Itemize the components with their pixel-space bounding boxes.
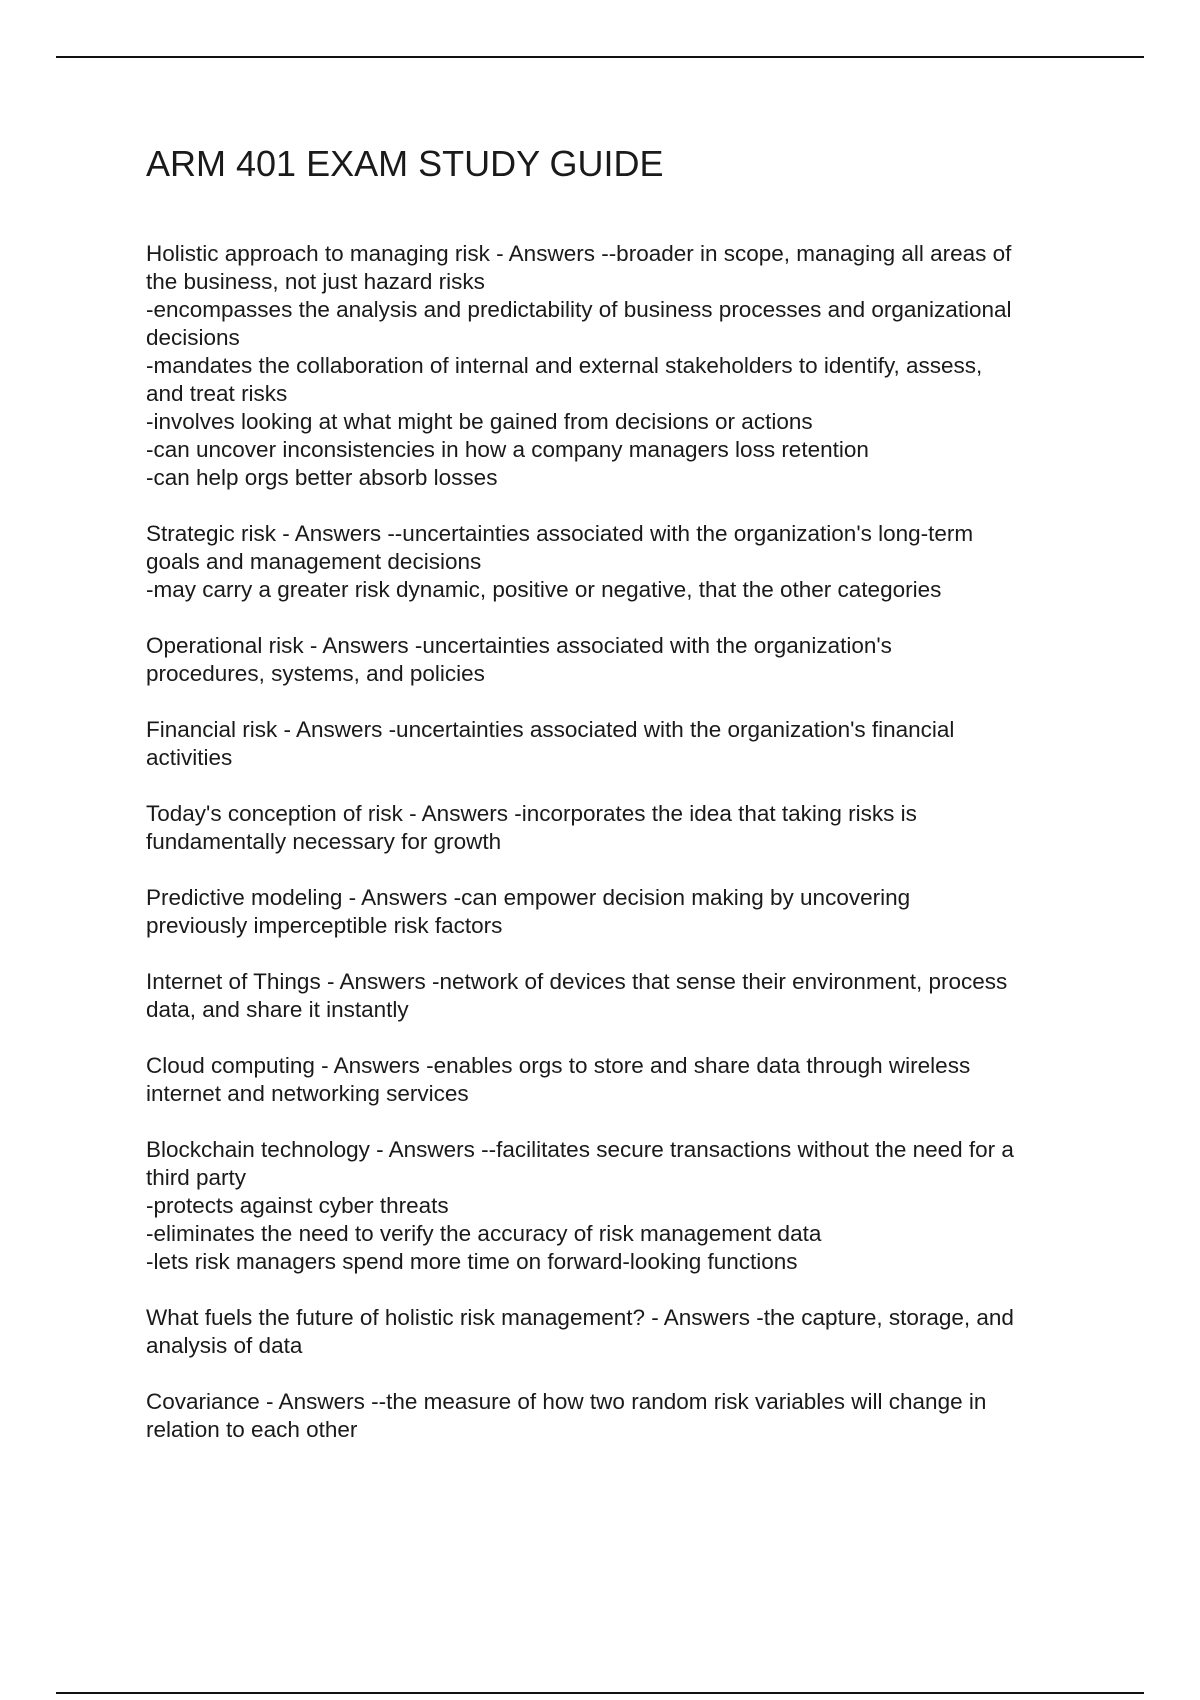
qa-entry-cloud-computing	[146, 1052, 1106, 1108]
qa-entry-internet-of-things	[146, 968, 1106, 1024]
text-line: goals and management decisions	[146, 549, 482, 574]
qa-entry-operational-risk	[146, 632, 1106, 688]
text-line: -lets risk managers spend more time on forward-looking functions	[146, 1249, 798, 1274]
text-line: Operational risk - Answers -uncertainties associated with the organization's	[146, 633, 892, 658]
qa-entry-conception-of-risk	[146, 800, 1106, 856]
text-line: analysis of data	[146, 1333, 303, 1358]
qa-entry-financial-risk	[146, 716, 1106, 772]
text-line: the business, not just hazard risks	[146, 269, 485, 294]
text-line: -mandates the collaboration of internal and external stakeholders to identify, assess,	[146, 353, 983, 378]
text-line: procedures, systems, and policies	[146, 661, 485, 686]
text-line: -can uncover inconsistencies in how a company managers loss retention	[146, 437, 869, 462]
text-line: What fuels the future of holistic risk management? - Answers -the capture, storage, and	[146, 1305, 1014, 1330]
text-line: -protects against cyber threats	[146, 1193, 449, 1218]
text-line: -encompasses the analysis and predictability of business processes and organizational	[146, 297, 1012, 322]
qa-entry-future-of-risk-management	[146, 1304, 1106, 1360]
text-line: Strategic risk - Answers --uncertainties associated with the organization's long-term	[146, 521, 974, 546]
study-guide-content	[146, 240, 1106, 1472]
text-line: -eliminates the need to verify the accuracy of risk management data	[146, 1221, 822, 1246]
qa-entry-holistic-approach	[146, 240, 1106, 492]
text-line: Covariance - Answers --the measure of how two random risk variables will change in	[146, 1389, 987, 1414]
bottom-divider	[56, 1692, 1144, 1694]
text-line: Cloud computing - Answers -enables orgs to store and share data through wireless	[146, 1053, 971, 1078]
qa-entry-predictive-modeling	[146, 884, 1106, 940]
text-line: -may carry a greater risk dynamic, positive or negative, that the other categories	[146, 577, 942, 602]
text-line: Holistic approach to managing risk - Answers --broader in scope, managing all areas of	[146, 241, 1012, 266]
text-line: fundamentally necessary for growth	[146, 829, 502, 854]
text-line: previously imperceptible risk factors	[146, 913, 503, 938]
text-line: data, and share it instantly	[146, 997, 409, 1022]
qa-entry-strategic-risk	[146, 520, 1106, 604]
text-line: third party	[146, 1165, 247, 1190]
text-line: relation to each other	[146, 1417, 358, 1442]
top-divider	[56, 56, 1144, 58]
qa-entry-covariance	[146, 1388, 1106, 1444]
text-line: internet and networking services	[146, 1081, 469, 1106]
text-line: and treat risks	[146, 381, 288, 406]
qa-entry-blockchain	[146, 1136, 1106, 1276]
page-title: ARM 401 EXAM STUDY GUIDE	[146, 143, 664, 184]
text-line: Today's conception of risk - Answers -incorporates the idea that taking risks is	[146, 801, 917, 826]
text-line: activities	[146, 745, 233, 770]
text-line: Internet of Things - Answers -network of devices that sense their environment, process	[146, 969, 1008, 994]
text-line: Predictive modeling - Answers -can empower decision making by uncovering	[146, 885, 911, 910]
text-line: -involves looking at what might be gained from decisions or actions	[146, 409, 813, 434]
text-line: decisions	[146, 325, 240, 350]
text-line: Financial risk - Answers -uncertainties associated with the organization's financial	[146, 717, 955, 742]
text-line: Blockchain technology - Answers --facilitates secure transactions without the need for a	[146, 1137, 1014, 1162]
text-line: -can help orgs better absorb losses	[146, 465, 498, 490]
